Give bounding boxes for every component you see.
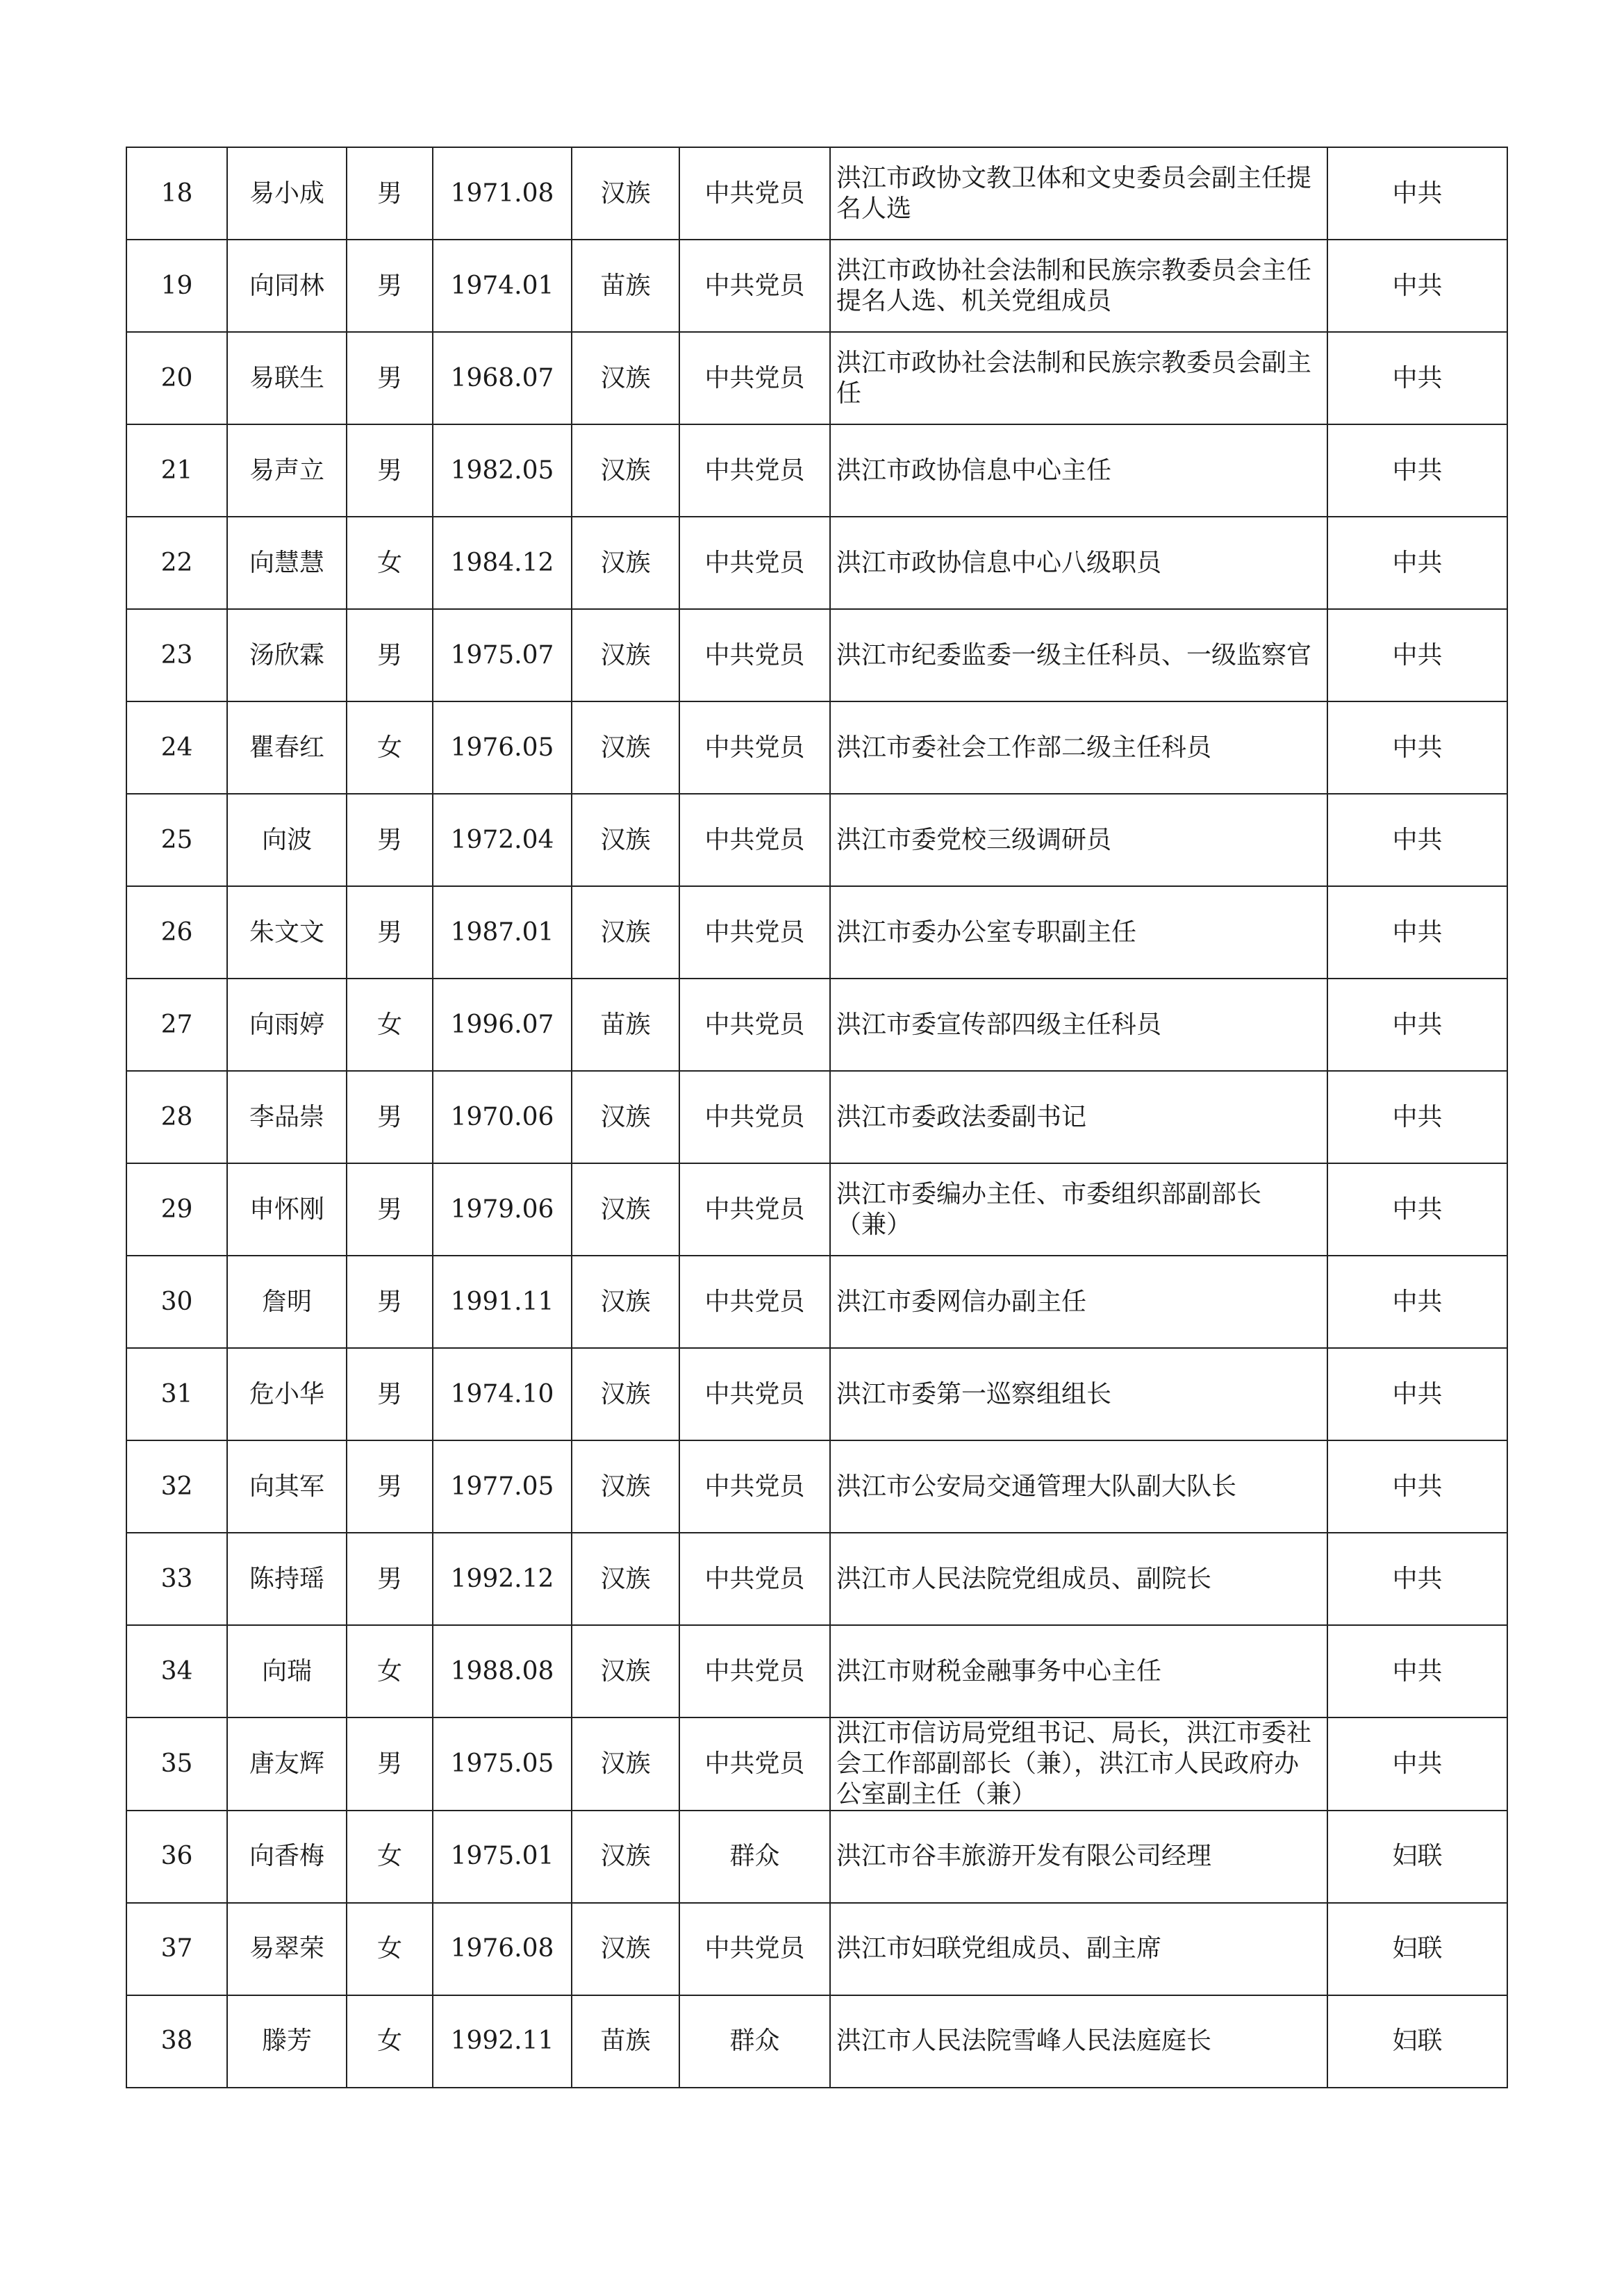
current-position: 洪江市委宣传部四级主任科员 xyxy=(830,979,1327,1071)
party-affiliation: 中共党员 xyxy=(679,1625,830,1717)
table-row xyxy=(126,240,1507,332)
ethnicity: 汉族 xyxy=(572,1256,679,1348)
table-row xyxy=(126,1071,1507,1163)
birth-date: 1988.08 xyxy=(433,1625,572,1717)
nominating-group: 中共 xyxy=(1327,886,1507,979)
ethnicity: 汉族 xyxy=(572,701,679,794)
party-affiliation: 中共党员 xyxy=(679,147,830,240)
nominating-group: 中共 xyxy=(1327,517,1507,609)
current-position: 洪江市公安局交通管理大队副大队长 xyxy=(830,1440,1327,1533)
person-name: 向波 xyxy=(227,794,347,886)
party-affiliation: 中共党员 xyxy=(679,1903,830,1995)
person-name: 滕芳 xyxy=(227,1995,347,2088)
person-name: 瞿春红 xyxy=(227,701,347,794)
birth-date: 1975.01 xyxy=(433,1811,572,1903)
person-name: 易联生 xyxy=(227,332,347,424)
person-sex: 男 xyxy=(347,1440,433,1533)
birth-date: 1976.08 xyxy=(433,1903,572,1995)
ethnicity: 汉族 xyxy=(572,147,679,240)
nominating-group: 中共 xyxy=(1327,701,1507,794)
person-name: 易小成 xyxy=(227,147,347,240)
table-row xyxy=(126,147,1507,240)
current-position: 洪江市委社会工作部二级主任科员 xyxy=(830,701,1327,794)
person-name: 易声立 xyxy=(227,424,347,517)
table-row xyxy=(126,701,1507,794)
ethnicity: 汉族 xyxy=(572,1533,679,1625)
table-row xyxy=(126,1348,1507,1440)
table-row xyxy=(126,794,1507,886)
ethnicity: 苗族 xyxy=(572,979,679,1071)
table-row xyxy=(126,1625,1507,1717)
row-number: 19 xyxy=(126,240,227,332)
ethnicity: 汉族 xyxy=(572,609,679,701)
birth-date: 1984.12 xyxy=(433,517,572,609)
ethnicity: 汉族 xyxy=(572,1071,679,1163)
person-sex: 男 xyxy=(347,240,433,332)
row-number: 30 xyxy=(126,1256,227,1348)
ethnicity: 苗族 xyxy=(572,240,679,332)
ethnicity: 汉族 xyxy=(572,1811,679,1903)
nominating-group: 中共 xyxy=(1327,332,1507,424)
table-row xyxy=(126,609,1507,701)
current-position: 洪江市委政法委副书记 xyxy=(830,1071,1327,1163)
table-row xyxy=(126,1995,1507,2088)
birth-date: 1991.11 xyxy=(433,1256,572,1348)
birth-date: 1974.10 xyxy=(433,1348,572,1440)
ethnicity: 汉族 xyxy=(572,1903,679,1995)
roster-table xyxy=(126,147,1508,2088)
row-number: 31 xyxy=(126,1348,227,1440)
birth-date: 1987.01 xyxy=(433,886,572,979)
person-sex: 男 xyxy=(347,147,433,240)
table-row xyxy=(126,424,1507,517)
nominating-group: 中共 xyxy=(1327,1163,1507,1256)
person-sex: 男 xyxy=(347,332,433,424)
table-row xyxy=(126,1903,1507,1995)
party-affiliation: 中共党员 xyxy=(679,1440,830,1533)
nominating-group: 中共 xyxy=(1327,424,1507,517)
person-name: 危小华 xyxy=(227,1348,347,1440)
row-number: 33 xyxy=(126,1533,227,1625)
table-row xyxy=(126,1533,1507,1625)
person-name: 向同林 xyxy=(227,240,347,332)
person-sex: 女 xyxy=(347,1625,433,1717)
ethnicity: 汉族 xyxy=(572,332,679,424)
person-sex: 男 xyxy=(347,609,433,701)
current-position: 洪江市财税金融事务中心主任 xyxy=(830,1625,1327,1717)
row-number: 20 xyxy=(126,332,227,424)
nominating-group: 中共 xyxy=(1327,1071,1507,1163)
person-name: 向香梅 xyxy=(227,1811,347,1903)
row-number: 36 xyxy=(126,1811,227,1903)
person-sex: 女 xyxy=(347,1995,433,2088)
ethnicity: 苗族 xyxy=(572,1995,679,2088)
birth-date: 1977.05 xyxy=(433,1440,572,1533)
row-number: 29 xyxy=(126,1163,227,1256)
row-number: 25 xyxy=(126,794,227,886)
birth-date: 1979.06 xyxy=(433,1163,572,1256)
person-name: 朱文文 xyxy=(227,886,347,979)
current-position: 洪江市政协社会法制和民族宗教委员会副主任 xyxy=(830,332,1327,424)
table-row xyxy=(126,886,1507,979)
row-number: 38 xyxy=(126,1995,227,2088)
table-row xyxy=(126,1256,1507,1348)
party-affiliation: 中共党员 xyxy=(679,517,830,609)
roster-body xyxy=(126,147,1507,2088)
party-affiliation: 中共党员 xyxy=(679,1256,830,1348)
person-sex: 女 xyxy=(347,701,433,794)
row-number: 28 xyxy=(126,1071,227,1163)
birth-date: 1974.01 xyxy=(433,240,572,332)
nominating-group: 中共 xyxy=(1327,1533,1507,1625)
ethnicity: 汉族 xyxy=(572,1717,679,1811)
table-row xyxy=(126,517,1507,609)
current-position: 洪江市委编办主任、市委组织部副部长（兼） xyxy=(830,1163,1327,1256)
current-position: 洪江市政协信息中心主任 xyxy=(830,424,1327,517)
birth-date: 1975.07 xyxy=(433,609,572,701)
person-name: 李品崇 xyxy=(227,1071,347,1163)
person-sex: 女 xyxy=(347,979,433,1071)
person-name: 申怀刚 xyxy=(227,1163,347,1256)
party-affiliation: 中共党员 xyxy=(679,332,830,424)
ethnicity: 汉族 xyxy=(572,1440,679,1533)
ethnicity: 汉族 xyxy=(572,1348,679,1440)
birth-date: 1972.04 xyxy=(433,794,572,886)
current-position: 洪江市人民法院雪峰人民法庭庭长 xyxy=(830,1995,1327,2088)
row-number: 35 xyxy=(126,1717,227,1811)
party-affiliation: 中共党员 xyxy=(679,424,830,517)
birth-date: 1992.11 xyxy=(433,1995,572,2088)
person-name: 汤欣霖 xyxy=(227,609,347,701)
person-name: 向雨婷 xyxy=(227,979,347,1071)
row-number: 34 xyxy=(126,1625,227,1717)
row-number: 37 xyxy=(126,1903,227,1995)
person-sex: 男 xyxy=(347,424,433,517)
ethnicity: 汉族 xyxy=(572,517,679,609)
person-sex: 男 xyxy=(347,1256,433,1348)
person-sex: 男 xyxy=(347,1163,433,1256)
row-number: 24 xyxy=(126,701,227,794)
person-sex: 男 xyxy=(347,886,433,979)
current-position: 洪江市政协信息中心八级职员 xyxy=(830,517,1327,609)
table-row xyxy=(126,979,1507,1071)
person-sex: 男 xyxy=(347,1071,433,1163)
party-affiliation: 中共党员 xyxy=(679,794,830,886)
row-number: 18 xyxy=(126,147,227,240)
person-name: 向瑞 xyxy=(227,1625,347,1717)
table-row xyxy=(126,1440,1507,1533)
person-name: 向慧慧 xyxy=(227,517,347,609)
current-position: 洪江市人民法院党组成员、副院长 xyxy=(830,1533,1327,1625)
ethnicity: 汉族 xyxy=(572,886,679,979)
current-position: 洪江市纪委监委一级主任科员、一级监察官 xyxy=(830,609,1327,701)
nominating-group: 妇联 xyxy=(1327,1811,1507,1903)
birth-date: 1992.12 xyxy=(433,1533,572,1625)
nominating-group: 中共 xyxy=(1327,1256,1507,1348)
current-position: 洪江市妇联党组成员、副主席 xyxy=(830,1903,1327,1995)
party-affiliation: 中共党员 xyxy=(679,240,830,332)
nominating-group: 中共 xyxy=(1327,1625,1507,1717)
current-position: 洪江市委第一巡察组组长 xyxy=(830,1348,1327,1440)
row-number: 22 xyxy=(126,517,227,609)
table-row xyxy=(126,332,1507,424)
nominating-group: 妇联 xyxy=(1327,1995,1507,2088)
person-sex: 女 xyxy=(347,517,433,609)
current-position: 洪江市政协文教卫体和文史委员会副主任提名人选 xyxy=(830,147,1327,240)
current-position: 洪江市信访局党组书记、局长，洪江市委社会工作部副部长（兼），洪江市人民政府办公室副主任（兼） xyxy=(830,1717,1327,1811)
party-affiliation: 中共党员 xyxy=(679,1717,830,1811)
nominating-group: 中共 xyxy=(1327,1440,1507,1533)
person-sex: 男 xyxy=(347,1533,433,1625)
nominating-group: 妇联 xyxy=(1327,1903,1507,1995)
row-number: 26 xyxy=(126,886,227,979)
party-affiliation: 中共党员 xyxy=(679,1163,830,1256)
ethnicity: 汉族 xyxy=(572,1163,679,1256)
current-position: 洪江市委网信办副主任 xyxy=(830,1256,1327,1348)
party-affiliation: 中共党员 xyxy=(679,1348,830,1440)
party-affiliation: 中共党员 xyxy=(679,1533,830,1625)
nominating-group: 中共 xyxy=(1327,1717,1507,1811)
person-name: 唐友辉 xyxy=(227,1717,347,1811)
birth-date: 1970.06 xyxy=(433,1071,572,1163)
birth-date: 1971.08 xyxy=(433,147,572,240)
nominating-group: 中共 xyxy=(1327,979,1507,1071)
party-affiliation: 群众 xyxy=(679,1811,830,1903)
table-row xyxy=(126,1717,1507,1811)
row-number: 23 xyxy=(126,609,227,701)
person-sex: 女 xyxy=(347,1903,433,1995)
party-affiliation: 中共党员 xyxy=(679,609,830,701)
nominating-group: 中共 xyxy=(1327,1348,1507,1440)
row-number: 27 xyxy=(126,979,227,1071)
party-affiliation: 中共党员 xyxy=(679,886,830,979)
person-name: 向其军 xyxy=(227,1440,347,1533)
nominating-group: 中共 xyxy=(1327,240,1507,332)
party-affiliation: 中共党员 xyxy=(679,979,830,1071)
birth-date: 1996.07 xyxy=(433,979,572,1071)
person-sex: 男 xyxy=(347,1717,433,1811)
person-name: 陈持瑶 xyxy=(227,1533,347,1625)
party-affiliation: 中共党员 xyxy=(679,701,830,794)
current-position: 洪江市委党校三级调研员 xyxy=(830,794,1327,886)
table-row xyxy=(126,1811,1507,1903)
ethnicity: 汉族 xyxy=(572,1625,679,1717)
nominating-group: 中共 xyxy=(1327,794,1507,886)
ethnicity: 汉族 xyxy=(572,794,679,886)
nominating-group: 中共 xyxy=(1327,147,1507,240)
birth-date: 1968.07 xyxy=(433,332,572,424)
person-sex: 男 xyxy=(347,794,433,886)
person-name: 詹明 xyxy=(227,1256,347,1348)
row-number: 21 xyxy=(126,424,227,517)
ethnicity: 汉族 xyxy=(572,424,679,517)
person-name: 易翠荣 xyxy=(227,1903,347,1995)
birth-date: 1982.05 xyxy=(433,424,572,517)
person-sex: 女 xyxy=(347,1811,433,1903)
current-position: 洪江市政协社会法制和民族宗教委员会主任提名人选、机关党组成员 xyxy=(830,240,1327,332)
person-sex: 男 xyxy=(347,1348,433,1440)
birth-date: 1975.05 xyxy=(433,1717,572,1811)
nominating-group: 中共 xyxy=(1327,609,1507,701)
party-affiliation: 群众 xyxy=(679,1995,830,2088)
current-position: 洪江市谷丰旅游开发有限公司经理 xyxy=(830,1811,1327,1903)
party-affiliation: 中共党员 xyxy=(679,1071,830,1163)
current-position: 洪江市委办公室专职副主任 xyxy=(830,886,1327,979)
birth-date: 1976.05 xyxy=(433,701,572,794)
table-row xyxy=(126,1163,1507,1256)
row-number: 32 xyxy=(126,1440,227,1533)
